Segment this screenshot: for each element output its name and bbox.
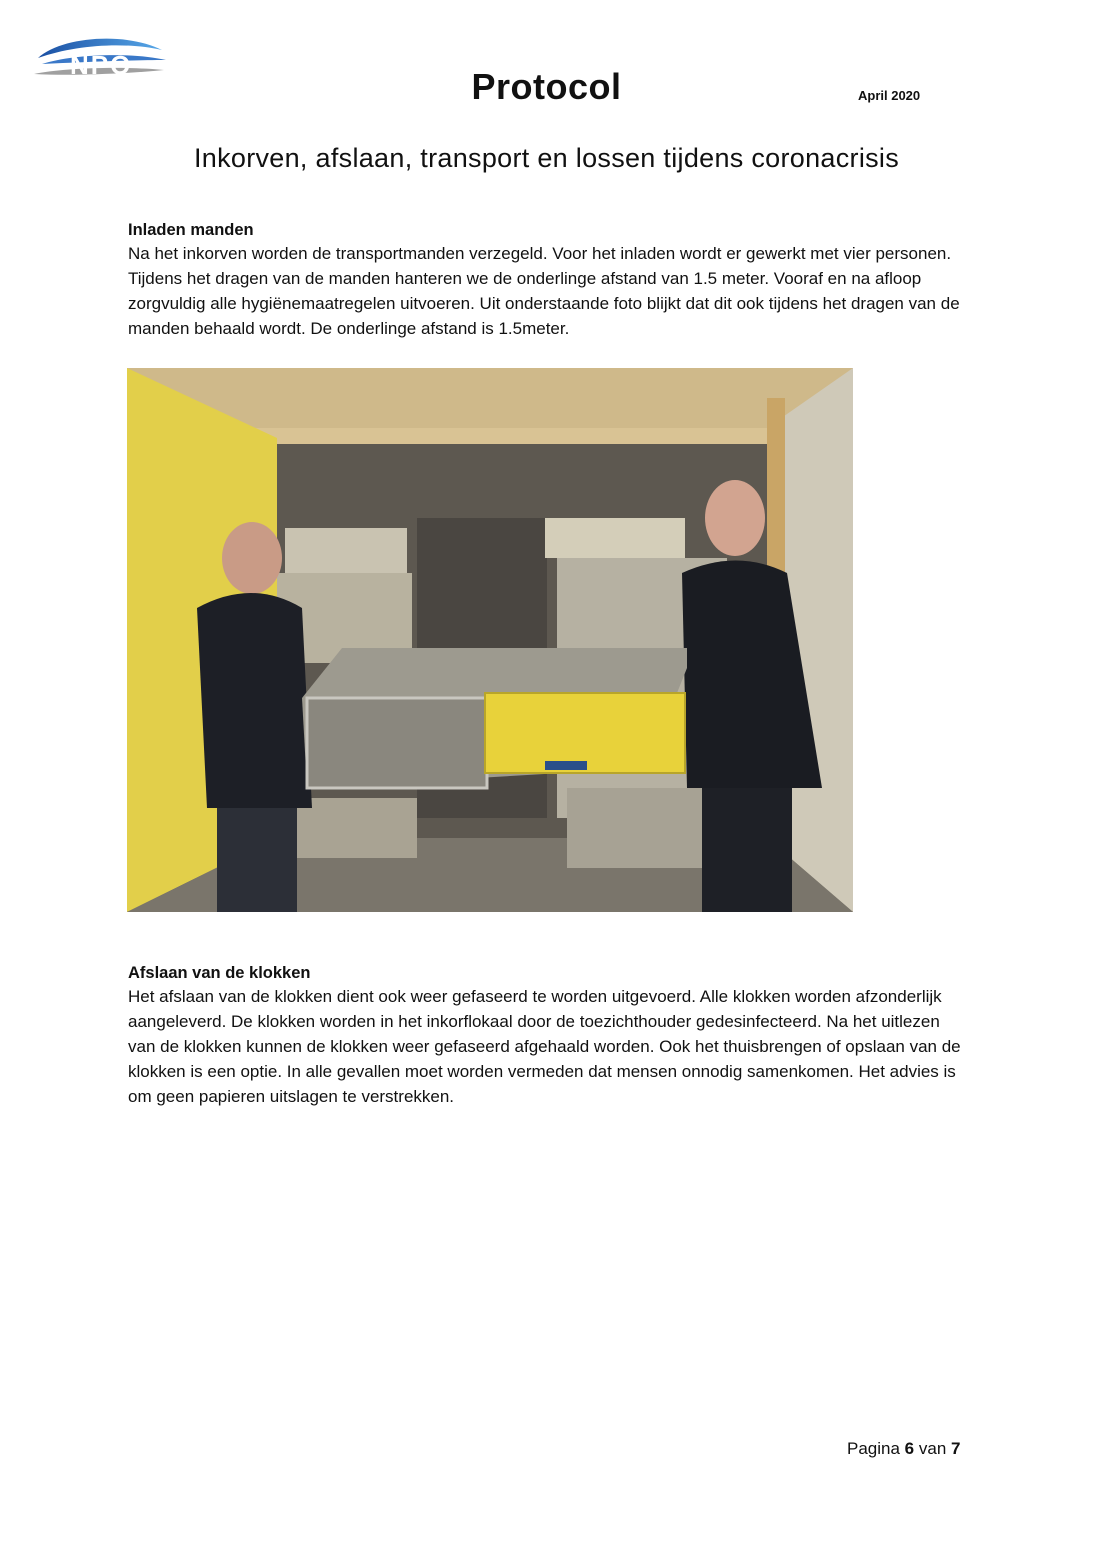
section-heading: Inladen manden xyxy=(128,221,254,239)
page-number xyxy=(847,1439,961,1459)
logo-text: NPO xyxy=(70,50,133,80)
photo-image xyxy=(127,368,853,912)
section-body: Het afslaan van de klokken dient ook weer gefaseerd te worden uitgevoerd. Alle klokken worden afzonderlijk aangeleverd. De klokken worden in het inkorflokaal door de toezichthouder gedesinfecteerd. Na het uitlezen van de klokken kunnen de klokken weer gefaseerd afgehaald worden. Ook het thuisbrengen of opslaan van de klokken is een optie. In alle gevallen moet worden vermeden dat mensen onnodig samenkomen. Het advies is om geen papieren uitslagen te verstrekken. xyxy=(128,987,961,1106)
section-afslaan-klokken xyxy=(128,964,968,1109)
section-inladen-manden xyxy=(128,221,968,341)
page-label: Pagina xyxy=(847,1439,900,1458)
page-separator: van xyxy=(918,1439,947,1458)
document-date: April 2020 xyxy=(858,88,921,103)
document-subtitle: Inkorven, afslaan, transport en lossen tijdens coronacrisis xyxy=(193,143,900,173)
section-heading: Afslaan van de klokken xyxy=(128,964,311,982)
document-title: Protocol xyxy=(471,66,622,107)
page-current: 6 xyxy=(904,1439,915,1458)
page-total: 7 xyxy=(951,1439,961,1458)
section-body: Na het inkorven worden de transportmanden verzegeld. Voor het inladen wordt er gewerkt met vier personen. Tijdens het dragen van de manden hanteren we de onderlinge afstand van 1.5 meter. Vooraf en na afloop zorgvuldig alle hygiënemaatregelen uitvoeren. Uit onderstaande foto blijkt dat dit ook tijdens het dragen van de manden behaald wordt. De onderlinge afstand is 1.5meter. xyxy=(128,244,960,338)
